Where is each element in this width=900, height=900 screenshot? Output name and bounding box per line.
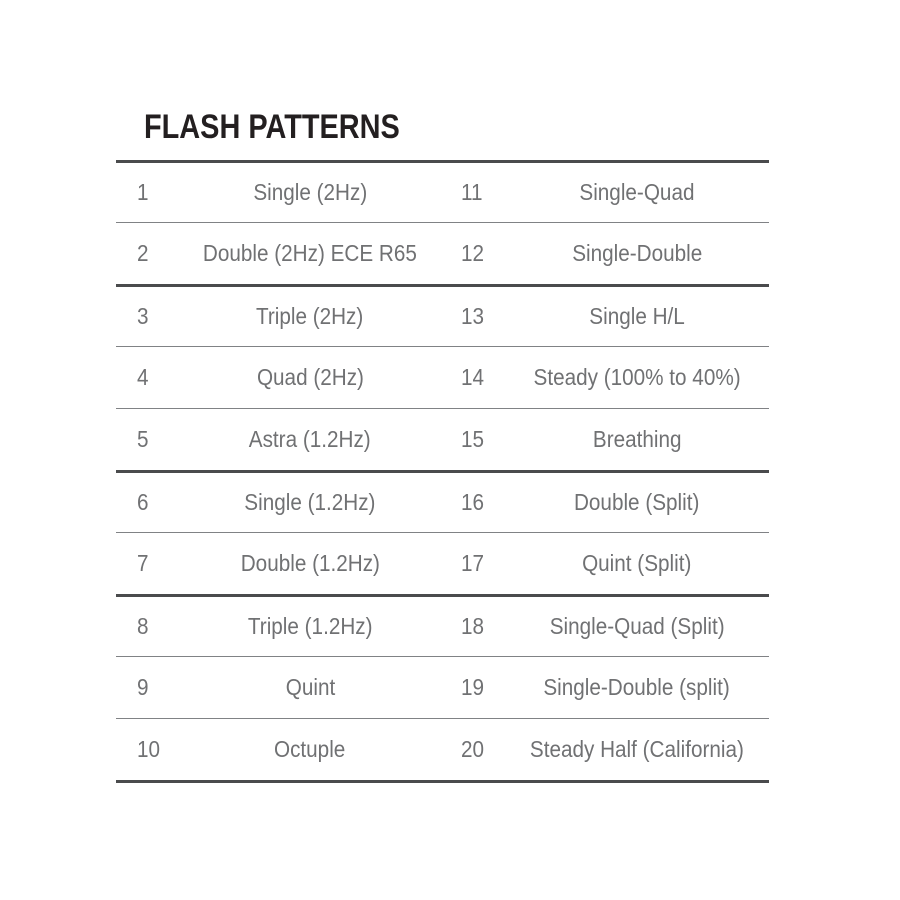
pattern-name-left: Octuple xyxy=(274,736,346,762)
table-row xyxy=(116,346,769,408)
row-number-right: 19 xyxy=(461,674,485,700)
table-row xyxy=(116,222,769,284)
row-number-right: 18 xyxy=(461,613,485,639)
row-number-left: 10 xyxy=(137,736,161,762)
row-number-right: 13 xyxy=(461,303,485,329)
row-number-right: 16 xyxy=(461,489,485,515)
table-row xyxy=(116,408,769,470)
pattern-name-right: Steady Half (California) xyxy=(529,736,744,762)
table-row xyxy=(116,656,769,718)
pattern-name-right: Single-Quad (Split) xyxy=(549,613,725,639)
row-number-left: 3 xyxy=(137,303,149,329)
row-number-left: 6 xyxy=(137,489,149,515)
row-number-right: 17 xyxy=(461,550,485,576)
flash-patterns-table xyxy=(116,160,769,783)
pattern-name-right: Single-Quad xyxy=(579,179,695,205)
pattern-name-right: Single-Double xyxy=(571,240,703,266)
page-title: FLASH PATTERNS xyxy=(144,108,400,146)
pattern-name-right: Breathing xyxy=(592,426,682,452)
row-number-left: 1 xyxy=(137,179,149,205)
pattern-name-left: Single (2Hz) xyxy=(253,179,367,205)
pattern-name-right: Single-Double (split) xyxy=(543,674,731,700)
table-row xyxy=(116,160,769,222)
row-number-right: 11 xyxy=(461,179,483,205)
pattern-name-left: Triple (2Hz) xyxy=(256,303,364,329)
row-number-left: 8 xyxy=(137,613,149,639)
pattern-name-right: Single H/L xyxy=(589,303,685,329)
pattern-name-right: Double (Split) xyxy=(574,489,700,515)
row-number-right: 15 xyxy=(461,426,485,452)
row-number-right: 20 xyxy=(461,736,485,762)
pattern-name-left: Quad (2Hz) xyxy=(256,364,364,390)
pattern-name-left: Triple (1.2Hz) xyxy=(247,613,373,639)
row-number-left: 4 xyxy=(137,364,149,390)
table-row xyxy=(116,284,769,346)
table-row xyxy=(116,594,769,656)
table-row xyxy=(116,532,769,594)
pattern-name-left: Quint xyxy=(285,674,335,700)
row-number-left: 7 xyxy=(137,550,149,576)
row-number-left: 5 xyxy=(137,426,149,452)
pattern-name-right: Steady (100% to 40%) xyxy=(533,364,741,390)
row-number-left: 2 xyxy=(137,240,149,266)
table-row xyxy=(116,470,769,532)
row-number-right: 14 xyxy=(461,364,485,390)
pattern-name-right: Quint (Split) xyxy=(582,550,692,576)
pattern-name-left: Double (2Hz) ECE R65 xyxy=(202,240,417,266)
pattern-name-left: Single (1.2Hz) xyxy=(244,489,376,515)
row-number-right: 12 xyxy=(461,240,485,266)
pattern-name-left: Astra (1.2Hz) xyxy=(249,426,371,452)
table-row xyxy=(116,718,769,780)
row-number-left: 9 xyxy=(137,674,149,700)
pattern-name-left: Double (1.2Hz) xyxy=(240,550,380,576)
